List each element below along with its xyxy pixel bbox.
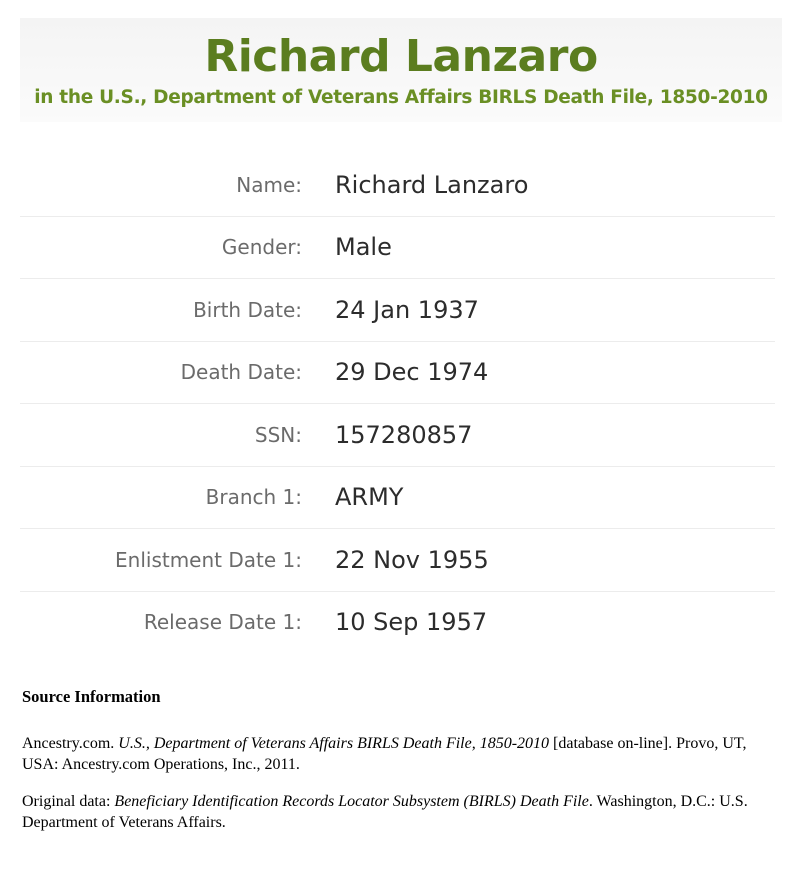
field-value: Richard Lanzaro	[335, 170, 529, 199]
citation-prefix: Original data:	[22, 793, 115, 810]
field-row-enlistment-date	[20, 529, 775, 592]
field-row-branch	[20, 467, 775, 530]
record-fields	[20, 154, 775, 653]
field-value: 29 Dec 1974	[335, 358, 489, 387]
field-value: Male	[335, 233, 392, 262]
record-header	[20, 18, 782, 122]
citation-suffix: [database on-line]. Provo, UT, USA: Ancestry.com Operations, Inc., 2011.	[22, 735, 747, 773]
field-label: SSN:	[254, 422, 302, 447]
field-row-gender	[20, 217, 775, 280]
field-label: Branch 1:	[205, 485, 302, 510]
citation-prefix: Ancestry.com.	[22, 735, 119, 752]
field-value: 157280857	[335, 420, 473, 449]
field-row-birth-date	[20, 279, 775, 342]
field-row-death-date	[20, 342, 775, 405]
field-value: 10 Sep 1957	[335, 608, 488, 637]
field-row-release-date	[20, 592, 775, 654]
field-label: Gender:	[221, 235, 302, 260]
source-heading: Source Information	[22, 687, 161, 706]
field-value: 24 Jan 1937	[335, 295, 479, 324]
collection-subtitle: in the U.S., Department of Veterans Affairs BIRLS Death File, 1850-2010	[34, 87, 768, 108]
citation-suffix: . Washington, D.C.: U.S. Department of Veterans Affairs.	[22, 793, 748, 831]
field-label: Release Date 1:	[143, 610, 302, 635]
field-value: 22 Nov 1955	[335, 545, 489, 574]
field-row-ssn	[20, 404, 775, 467]
citation-title: U.S., Department of Veterans Affairs BIRLS Death File, 1850-2010	[118, 735, 550, 752]
original-data-citation	[22, 791, 782, 833]
field-label: Death Date:	[180, 360, 302, 385]
field-row-name	[20, 154, 775, 217]
field-label: Enlistment Date 1:	[115, 547, 302, 572]
field-value: ARMY	[335, 483, 404, 512]
source-citation	[22, 733, 782, 775]
source-information	[22, 686, 782, 849]
citation-title: Beneficiary Identification Records Locator Subsystem (BIRLS) Death File	[114, 793, 589, 810]
page-title: Richard Lanzaro	[204, 31, 598, 82]
field-label: Birth Date:	[193, 297, 302, 322]
field-label: Name:	[236, 172, 302, 197]
